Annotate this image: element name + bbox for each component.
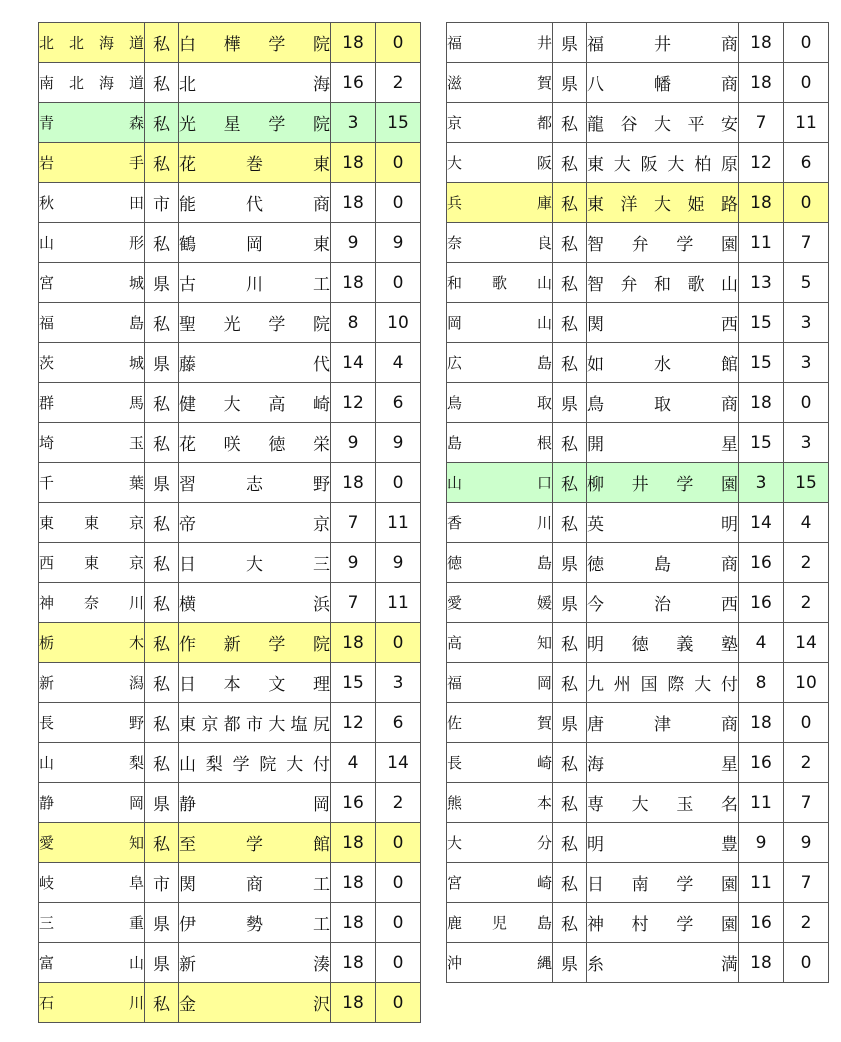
ownership-cell: 県 — [145, 343, 179, 383]
ownership-cell: 私 — [553, 303, 587, 343]
school-name-cell: 関 西 — [587, 303, 739, 343]
losses-cell: 11 — [784, 103, 829, 143]
ownership-cell: 私 — [553, 343, 587, 383]
school-name-cell: 開 星 — [587, 423, 739, 463]
school-name-cell: 至 学 館 — [179, 823, 331, 863]
ownership-cell: 私 — [553, 823, 587, 863]
wins-cell: 4 — [331, 743, 376, 783]
wins-cell: 8 — [739, 663, 784, 703]
school-name-cell: 日 南 学 園 — [587, 863, 739, 903]
school-name-cell: 白 樺 学 院 — [179, 23, 331, 63]
school-name-cell: 光 星 学 院 — [179, 103, 331, 143]
wins-cell: 18 — [331, 183, 376, 223]
losses-cell: 11 — [376, 503, 421, 543]
wins-cell: 18 — [331, 943, 376, 983]
losses-cell: 0 — [376, 623, 421, 663]
ownership-cell: 私 — [553, 183, 587, 223]
wins-cell: 16 — [331, 63, 376, 103]
ownership-cell: 私 — [553, 503, 587, 543]
wins-cell: 8 — [331, 303, 376, 343]
wins-cell: 13 — [739, 263, 784, 303]
ownership-cell: 市 — [145, 863, 179, 903]
ownership-cell: 県 — [145, 463, 179, 503]
losses-cell: 7 — [784, 783, 829, 823]
losses-cell: 0 — [376, 823, 421, 863]
wins-cell: 16 — [331, 783, 376, 823]
losses-cell: 2 — [376, 783, 421, 823]
wins-cell: 7 — [331, 503, 376, 543]
losses-cell: 2 — [376, 63, 421, 103]
losses-cell: 11 — [376, 583, 421, 623]
wins-cell: 18 — [739, 943, 784, 983]
wins-cell: 16 — [739, 903, 784, 943]
ownership-cell: 私 — [145, 143, 179, 183]
losses-cell: 9 — [376, 543, 421, 583]
losses-cell: 2 — [784, 583, 829, 623]
prefecture-cell: 滋 賀 — [447, 63, 553, 103]
school-name-cell: 古 川 工 — [179, 263, 331, 303]
wins-cell: 18 — [331, 903, 376, 943]
table-row — [447, 783, 829, 823]
table-row — [447, 63, 829, 103]
prefecture-cell: 群 馬 — [39, 383, 145, 423]
losses-cell: 0 — [784, 183, 829, 223]
table-row — [39, 23, 421, 63]
losses-cell: 2 — [784, 903, 829, 943]
ownership-cell: 私 — [145, 503, 179, 543]
school-name-cell: 伊 勢 工 — [179, 903, 331, 943]
ownership-cell: 私 — [145, 223, 179, 263]
left-table-body — [39, 23, 421, 1023]
school-name-cell: 明 豊 — [587, 823, 739, 863]
ownership-cell: 私 — [553, 103, 587, 143]
losses-cell: 0 — [376, 23, 421, 63]
prefecture-cell: 沖 縄 — [447, 943, 553, 983]
losses-cell: 0 — [376, 463, 421, 503]
wins-cell: 3 — [739, 463, 784, 503]
losses-cell: 3 — [784, 303, 829, 343]
school-name-cell: 東 京 都 市 大 塩 尻 — [179, 703, 331, 743]
losses-cell: 7 — [784, 863, 829, 903]
losses-cell: 4 — [784, 503, 829, 543]
prefecture-cell: 島 根 — [447, 423, 553, 463]
wins-cell: 14 — [739, 503, 784, 543]
ownership-cell: 県 — [553, 23, 587, 63]
wins-cell: 12 — [739, 143, 784, 183]
ownership-cell: 県 — [553, 583, 587, 623]
table-row — [39, 463, 421, 503]
ownership-cell: 私 — [553, 223, 587, 263]
table-row — [39, 63, 421, 103]
wins-cell: 11 — [739, 223, 784, 263]
losses-cell: 7 — [784, 223, 829, 263]
wins-cell: 18 — [331, 863, 376, 903]
table-row — [39, 383, 421, 423]
school-name-cell: 花 咲 徳 栄 — [179, 423, 331, 463]
school-name-cell: 英 明 — [587, 503, 739, 543]
prefecture-cell: 新 潟 — [39, 663, 145, 703]
prefecture-cell: 長 野 — [39, 703, 145, 743]
prefecture-cell: 静 岡 — [39, 783, 145, 823]
table-row — [39, 823, 421, 863]
prefecture-cell: 福 岡 — [447, 663, 553, 703]
table-row — [39, 743, 421, 783]
losses-cell: 3 — [784, 343, 829, 383]
ownership-cell: 県 — [145, 943, 179, 983]
prefecture-cell: 茨 城 — [39, 343, 145, 383]
school-name-cell: 徳 島 商 — [587, 543, 739, 583]
losses-cell: 0 — [784, 23, 829, 63]
losses-cell: 6 — [784, 143, 829, 183]
table-row — [447, 423, 829, 463]
losses-cell: 0 — [784, 943, 829, 983]
table-row — [447, 903, 829, 943]
prefecture-cell: 長 崎 — [447, 743, 553, 783]
prefecture-cell: 埼 玉 — [39, 423, 145, 463]
losses-cell: 5 — [784, 263, 829, 303]
prefecture-cell: 岩 手 — [39, 143, 145, 183]
wins-cell: 15 — [739, 343, 784, 383]
school-name-cell: 帝 京 — [179, 503, 331, 543]
prefecture-cell: 大 阪 — [447, 143, 553, 183]
wins-cell: 18 — [739, 23, 784, 63]
ownership-cell: 私 — [553, 863, 587, 903]
losses-cell: 10 — [376, 303, 421, 343]
ownership-cell: 県 — [553, 63, 587, 103]
table-row — [447, 743, 829, 783]
prefecture-cell: 熊 本 — [447, 783, 553, 823]
losses-cell: 0 — [376, 863, 421, 903]
prefecture-cell: 香 川 — [447, 503, 553, 543]
school-name-cell: 智 弁 和 歌 山 — [587, 263, 739, 303]
losses-cell: 10 — [784, 663, 829, 703]
wins-cell: 16 — [739, 583, 784, 623]
table-row — [39, 703, 421, 743]
prefecture-cell: 福 井 — [447, 23, 553, 63]
school-name-cell: 鶴 岡 東 — [179, 223, 331, 263]
table-row — [39, 623, 421, 663]
prefecture-cell: 千 葉 — [39, 463, 145, 503]
wins-cell: 7 — [331, 583, 376, 623]
ownership-cell: 私 — [553, 423, 587, 463]
ownership-cell: 私 — [145, 983, 179, 1023]
table-row — [39, 103, 421, 143]
losses-cell: 0 — [376, 943, 421, 983]
wins-cell: 9 — [331, 223, 376, 263]
school-name-cell: 今 治 西 — [587, 583, 739, 623]
right-standings-table — [446, 22, 829, 983]
prefecture-cell: 石 川 — [39, 983, 145, 1023]
wins-cell: 18 — [331, 23, 376, 63]
wins-cell: 7 — [739, 103, 784, 143]
school-name-cell: 健 大 高 崎 — [179, 383, 331, 423]
school-name-cell: 習 志 野 — [179, 463, 331, 503]
wins-cell: 15 — [739, 303, 784, 343]
table-row — [39, 983, 421, 1023]
ownership-cell: 県 — [553, 383, 587, 423]
losses-cell: 0 — [376, 983, 421, 1023]
losses-cell: 9 — [376, 423, 421, 463]
wins-cell: 18 — [331, 983, 376, 1023]
table-row — [447, 503, 829, 543]
prefecture-cell: 岐 阜 — [39, 863, 145, 903]
school-name-cell: 関 商 工 — [179, 863, 331, 903]
table-row — [447, 543, 829, 583]
table-row — [39, 343, 421, 383]
ownership-cell: 私 — [145, 543, 179, 583]
prefecture-cell: 栃 木 — [39, 623, 145, 663]
school-name-cell: 東 洋 大 姫 路 — [587, 183, 739, 223]
table-row — [39, 863, 421, 903]
ownership-cell: 私 — [145, 823, 179, 863]
school-name-cell: 作 新 学 院 — [179, 623, 331, 663]
prefecture-cell: 宮 城 — [39, 263, 145, 303]
wins-cell: 18 — [739, 703, 784, 743]
table-row — [39, 503, 421, 543]
losses-cell: 0 — [376, 263, 421, 303]
table-row — [39, 663, 421, 703]
school-name-cell: 龍 谷 大 平 安 — [587, 103, 739, 143]
prefecture-cell: 山 形 — [39, 223, 145, 263]
ownership-cell: 私 — [553, 663, 587, 703]
wins-cell: 9 — [331, 543, 376, 583]
table-row — [447, 23, 829, 63]
ownership-cell: 私 — [145, 623, 179, 663]
wins-cell: 12 — [331, 383, 376, 423]
school-name-cell: 花 巻 東 — [179, 143, 331, 183]
prefecture-cell: 青 森 — [39, 103, 145, 143]
wins-cell: 12 — [331, 703, 376, 743]
school-name-cell: 日 本 文 理 — [179, 663, 331, 703]
school-name-cell: 新 湊 — [179, 943, 331, 983]
losses-cell: 0 — [784, 63, 829, 103]
wins-cell: 15 — [739, 423, 784, 463]
school-name-cell: 金 沢 — [179, 983, 331, 1023]
school-name-cell: 鳥 取 商 — [587, 383, 739, 423]
wins-cell: 16 — [739, 743, 784, 783]
school-name-cell: 藤 代 — [179, 343, 331, 383]
table-row — [447, 463, 829, 503]
losses-cell: 9 — [784, 823, 829, 863]
ownership-cell: 私 — [145, 583, 179, 623]
prefecture-cell: 秋 田 — [39, 183, 145, 223]
school-name-cell: 日 大 三 — [179, 543, 331, 583]
table-row — [447, 703, 829, 743]
school-name-cell: 能 代 商 — [179, 183, 331, 223]
wins-cell: 11 — [739, 783, 784, 823]
school-name-cell: 静 岡 — [179, 783, 331, 823]
table-row — [447, 863, 829, 903]
table-row — [447, 943, 829, 983]
prefecture-cell: 鹿 児 島 — [447, 903, 553, 943]
school-name-cell: 如 水 館 — [587, 343, 739, 383]
left-standings-table — [38, 22, 421, 1023]
prefecture-cell: 山 口 — [447, 463, 553, 503]
prefecture-cell: 徳 島 — [447, 543, 553, 583]
school-name-cell: 福 井 商 — [587, 23, 739, 63]
losses-cell: 6 — [376, 703, 421, 743]
table-row — [447, 583, 829, 623]
wins-cell: 4 — [739, 623, 784, 663]
school-name-cell: 北 海 — [179, 63, 331, 103]
wins-cell: 9 — [331, 423, 376, 463]
table-row — [447, 663, 829, 703]
ownership-cell: 私 — [145, 63, 179, 103]
table-row — [447, 143, 829, 183]
school-name-cell: 専 大 玉 名 — [587, 783, 739, 823]
losses-cell: 15 — [376, 103, 421, 143]
ownership-cell: 県 — [145, 263, 179, 303]
school-name-cell: 八 幡 商 — [587, 63, 739, 103]
wins-cell: 18 — [739, 383, 784, 423]
losses-cell: 2 — [784, 543, 829, 583]
prefecture-cell: 鳥 取 — [447, 383, 553, 423]
ownership-cell: 私 — [145, 383, 179, 423]
prefecture-cell: 大 分 — [447, 823, 553, 863]
table-row — [39, 223, 421, 263]
losses-cell: 0 — [376, 903, 421, 943]
ownership-cell: 私 — [145, 663, 179, 703]
school-name-cell: 山 梨 学 院 大 付 — [179, 743, 331, 783]
ownership-cell: 私 — [553, 263, 587, 303]
wins-cell: 11 — [739, 863, 784, 903]
losses-cell: 14 — [376, 743, 421, 783]
ownership-cell: 私 — [145, 103, 179, 143]
ownership-cell: 私 — [553, 623, 587, 663]
losses-cell: 6 — [376, 383, 421, 423]
table-row — [447, 263, 829, 303]
table-row — [39, 263, 421, 303]
prefecture-cell: 宮 崎 — [447, 863, 553, 903]
prefecture-cell: 奈 良 — [447, 223, 553, 263]
wins-cell: 18 — [331, 463, 376, 503]
prefecture-cell: 福 島 — [39, 303, 145, 343]
table-row — [39, 143, 421, 183]
wins-cell: 3 — [331, 103, 376, 143]
prefecture-cell: 和 歌 山 — [447, 263, 553, 303]
school-name-cell: 聖 光 学 院 — [179, 303, 331, 343]
prefecture-cell: 兵 庫 — [447, 183, 553, 223]
wins-cell: 16 — [739, 543, 784, 583]
ownership-cell: 市 — [145, 183, 179, 223]
table-row — [447, 303, 829, 343]
prefecture-cell: 愛 知 — [39, 823, 145, 863]
prefecture-cell: 広 島 — [447, 343, 553, 383]
prefecture-cell: 京 都 — [447, 103, 553, 143]
ownership-cell: 私 — [553, 903, 587, 943]
ownership-cell: 私 — [553, 743, 587, 783]
ownership-cell: 県 — [553, 943, 587, 983]
losses-cell: 14 — [784, 623, 829, 663]
wins-cell: 18 — [331, 823, 376, 863]
prefecture-cell: 愛 媛 — [447, 583, 553, 623]
table-row — [447, 383, 829, 423]
losses-cell: 15 — [784, 463, 829, 503]
losses-cell: 0 — [784, 383, 829, 423]
prefecture-cell: 佐 賀 — [447, 703, 553, 743]
table-row — [447, 343, 829, 383]
table-row — [39, 543, 421, 583]
wins-cell: 18 — [331, 143, 376, 183]
losses-cell: 0 — [376, 183, 421, 223]
losses-cell: 4 — [376, 343, 421, 383]
losses-cell: 0 — [376, 143, 421, 183]
prefecture-cell: 岡 山 — [447, 303, 553, 343]
table-row — [447, 823, 829, 863]
school-name-cell: 横 浜 — [179, 583, 331, 623]
losses-cell: 9 — [376, 223, 421, 263]
ownership-cell: 私 — [145, 23, 179, 63]
ownership-cell: 私 — [553, 143, 587, 183]
prefecture-cell: 東 東 京 — [39, 503, 145, 543]
school-name-cell: 神 村 学 園 — [587, 903, 739, 943]
table-row — [39, 943, 421, 983]
prefecture-cell: 富 山 — [39, 943, 145, 983]
prefecture-cell: 北 北 海 道 — [39, 23, 145, 63]
ownership-cell: 私 — [145, 303, 179, 343]
wins-cell: 9 — [739, 823, 784, 863]
losses-cell: 3 — [376, 663, 421, 703]
prefecture-cell: 高 知 — [447, 623, 553, 663]
prefecture-cell: 三 重 — [39, 903, 145, 943]
school-name-cell: 柳 井 学 園 — [587, 463, 739, 503]
school-name-cell: 智 弁 学 園 — [587, 223, 739, 263]
school-name-cell: 海 星 — [587, 743, 739, 783]
school-name-cell: 唐 津 商 — [587, 703, 739, 743]
ownership-cell: 県 — [553, 543, 587, 583]
ownership-cell: 私 — [145, 743, 179, 783]
losses-cell: 0 — [784, 703, 829, 743]
prefecture-cell: 西 東 京 — [39, 543, 145, 583]
right-table-body — [447, 23, 829, 983]
wins-cell: 18 — [331, 263, 376, 303]
ownership-cell: 私 — [145, 423, 179, 463]
wins-cell: 18 — [331, 623, 376, 663]
table-row — [39, 903, 421, 943]
ownership-cell: 県 — [145, 783, 179, 823]
losses-cell: 2 — [784, 743, 829, 783]
prefecture-cell: 神 奈 川 — [39, 583, 145, 623]
school-name-cell: 九 州 国 際 大 付 — [587, 663, 739, 703]
table-row — [447, 103, 829, 143]
prefecture-cell: 南 北 海 道 — [39, 63, 145, 103]
prefecture-cell: 山 梨 — [39, 743, 145, 783]
table-row — [39, 783, 421, 823]
table-row — [39, 303, 421, 343]
school-name-cell: 糸 満 — [587, 943, 739, 983]
table-row — [39, 423, 421, 463]
ownership-cell: 私 — [145, 703, 179, 743]
ownership-cell: 県 — [553, 703, 587, 743]
school-name-cell: 東 大 阪 大 柏 原 — [587, 143, 739, 183]
wins-cell: 15 — [331, 663, 376, 703]
table-row — [39, 183, 421, 223]
wins-cell: 18 — [739, 183, 784, 223]
table-row — [447, 183, 829, 223]
ownership-cell: 私 — [553, 463, 587, 503]
school-name-cell: 明 徳 義 塾 — [587, 623, 739, 663]
wins-cell: 14 — [331, 343, 376, 383]
ownership-cell: 県 — [145, 903, 179, 943]
ownership-cell: 私 — [553, 783, 587, 823]
table-row — [39, 583, 421, 623]
table-row — [447, 223, 829, 263]
losses-cell: 3 — [784, 423, 829, 463]
wins-cell: 18 — [739, 63, 784, 103]
table-row — [447, 623, 829, 663]
